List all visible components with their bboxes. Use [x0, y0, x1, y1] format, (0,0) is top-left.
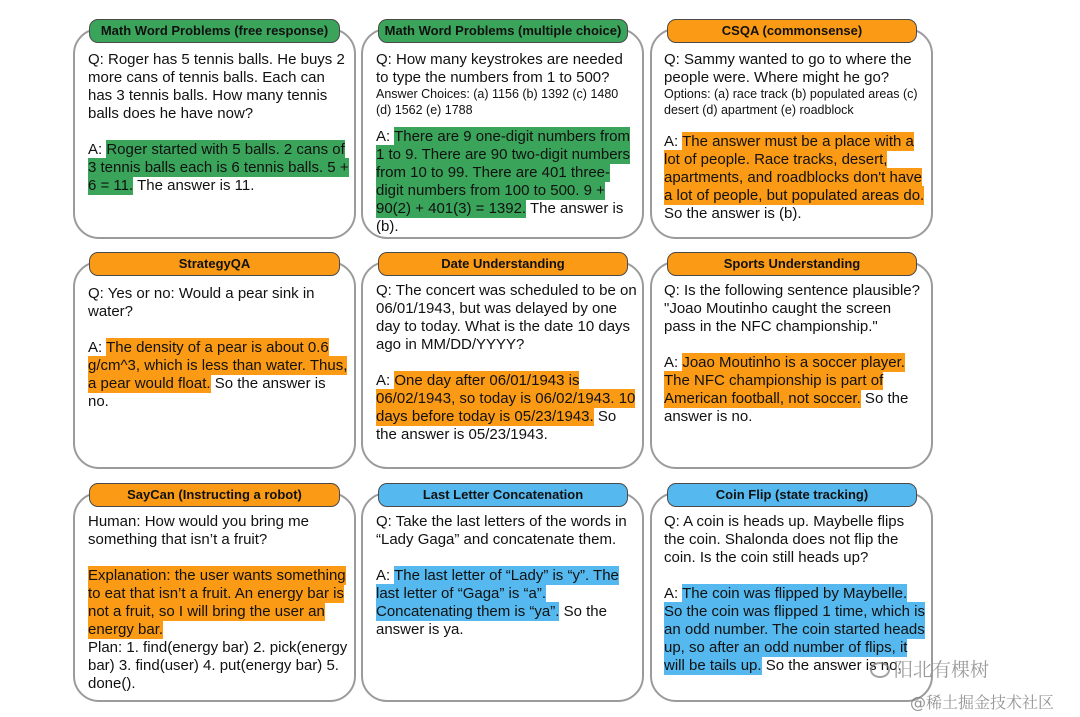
answer-suffix: So the answer is ya. [376, 603, 607, 638]
panel-tag: Math Word Problems (free response) [89, 19, 340, 43]
panel-body [664, 51, 926, 223]
answer-choices: Options: (a) race track (b) populated areas (c) desert (d) apartment (e) roadblock [664, 87, 918, 117]
reasoning-highlight: The coin was flipped by Maybelle. So the coin was flipped 1 time, which is an odd number. The coin started heads up, so after an odd number of flips, it will be tails up. [664, 585, 925, 674]
answer-text [664, 133, 926, 223]
answer-text [376, 567, 638, 639]
question-text: Q: The concert was scheduled to be on 06/01/1943, but was delayed by one day to today. What is the date 10 days ago in MM/DD/YYYY? [376, 282, 637, 353]
answer-prefix: A: [664, 354, 683, 371]
panel-tag: Math Word Problems (multiple choice) [378, 19, 628, 43]
reasoning-highlight: One day after 06/01/1943 is 06/02/1943, so today is 06/02/1943. 10 days before today is 05/23/1943. [376, 372, 636, 425]
answer-choices: Answer Choices: (a) 1156 (b) 1392 (c) 1480 (d) 1562 (e) 1788 [376, 87, 619, 117]
answer-prefix: A: [88, 141, 107, 158]
question-text: Q: Is the following sentence plausible? "Joao Moutinho caught the screen pass in the NFC championship." [664, 282, 920, 335]
answer-prefix: A: [664, 133, 683, 150]
answer-text [88, 141, 350, 195]
reasoning-highlight: Roger started with 5 balls. 2 cans of 3 tennis balls each is 6 tennis balls. 5 + 6 = 11. [88, 141, 349, 194]
wechat-icon [870, 662, 890, 678]
panel-tag: Sports Understanding [667, 252, 917, 276]
answer-suffix: So the answer is no. [664, 390, 909, 425]
question-text: Q: Take the last letters of the words in “Lady Gaga” and concatenate them. [376, 513, 627, 548]
answer-text [376, 128, 636, 236]
answer-text [88, 567, 350, 639]
question-text: Q: A coin is heads up. Maybelle flips the coin. Shalonda does not flip the coin. Is the coin still heads up? [664, 513, 905, 566]
question-text: Q: How many keystrokes are needed to type the numbers from 1 to 500? [376, 51, 623, 86]
answer-text [88, 339, 350, 411]
reasoning-highlight: The density of a pear is about 0.6 g/cm^3, which is less than water. Thus, a pear would float. [88, 339, 348, 392]
panel-body [88, 513, 350, 693]
panel-body [376, 513, 638, 639]
answer-prefix: A: [664, 585, 683, 602]
panel-tag: Date Understanding [378, 252, 628, 276]
answer-text [376, 372, 638, 444]
panel-tag: StrategyQA [89, 252, 340, 276]
reasoning-highlight: The last letter of “Lady” is “y”. The last letter of “Gaga” is “a”. Concatenating them is “ya”. [376, 567, 619, 620]
answer-suffix: So the answer is (b). [664, 205, 802, 222]
panel-tag: CSQA (commonsense) [667, 19, 917, 43]
answer-suffix: So the answer is no. [88, 375, 326, 410]
answer-prefix: A: [88, 339, 107, 356]
answer-suffix: The answer is (b). [376, 200, 624, 235]
question-text: Q: Roger has 5 tennis balls. He buys 2 more cans of tennis balls. Each can has 3 tennis balls. How many tennis balls does he have now? [88, 51, 345, 122]
watermark-site: @稀土掘金技术社区 [910, 693, 1055, 712]
panel-body [376, 282, 638, 444]
reasoning-highlight: Joao Moutinho is a soccer player. The NFC championship is part of American football, not soccer. [664, 354, 905, 407]
reasoning-highlight: There are 9 one-digit numbers from 1 to 9. There are 90 two-digit numbers from 10 to 99. There are 401 three-digit numbers from 100 to 500. 9 + 90(2) + 401(3) = 1392. [376, 128, 631, 217]
panel-body [376, 51, 636, 236]
panel-tag: SayCan (Instructing a robot) [89, 483, 340, 507]
answer-prefix: A: [376, 372, 395, 389]
watermark-author-text: 阳北有棵树 [894, 659, 990, 681]
watermark-author [870, 655, 989, 682]
panel-body [664, 282, 926, 426]
panel-tag: Last Letter Concatenation [378, 483, 628, 507]
answer-suffix: So the answer is 05/23/1943. [376, 408, 617, 443]
question-text: Q: Sammy wanted to go to where the people were. Where might he go? [664, 51, 912, 86]
answer-text [664, 354, 926, 426]
question-text: Human: How would you bring me something that isn’t a fruit? [88, 513, 309, 548]
answer-suffix: So the answer is no. [761, 657, 902, 674]
answer-suffix: The answer is 11. [133, 177, 255, 194]
panel-body [664, 513, 926, 675]
reasoning-highlight: Explanation: the user wants something to eat that isn’t a fruit. An energy bar is not a fruit, so I will bring the user an energy bar. [88, 567, 346, 638]
answer-prefix: A: [376, 567, 395, 584]
reasoning-highlight: The answer must be a place with a lot of people. Race tracks, desert, apartments, and roadblocks don't have a lot of people, but populated areas do. [664, 133, 925, 204]
panel-body [88, 51, 350, 195]
panel-tag: Coin Flip (state tracking) [667, 483, 917, 507]
panel-body [88, 285, 350, 411]
plan-text: Plan: 1. find(energy bar) 2. pick(energy bar) 3. find(user) 4. put(energy bar) 5. done(). [88, 639, 348, 692]
answer-prefix: A: [376, 128, 395, 145]
question-text: Q: Yes or no: Would a pear sink in water? [88, 285, 315, 320]
